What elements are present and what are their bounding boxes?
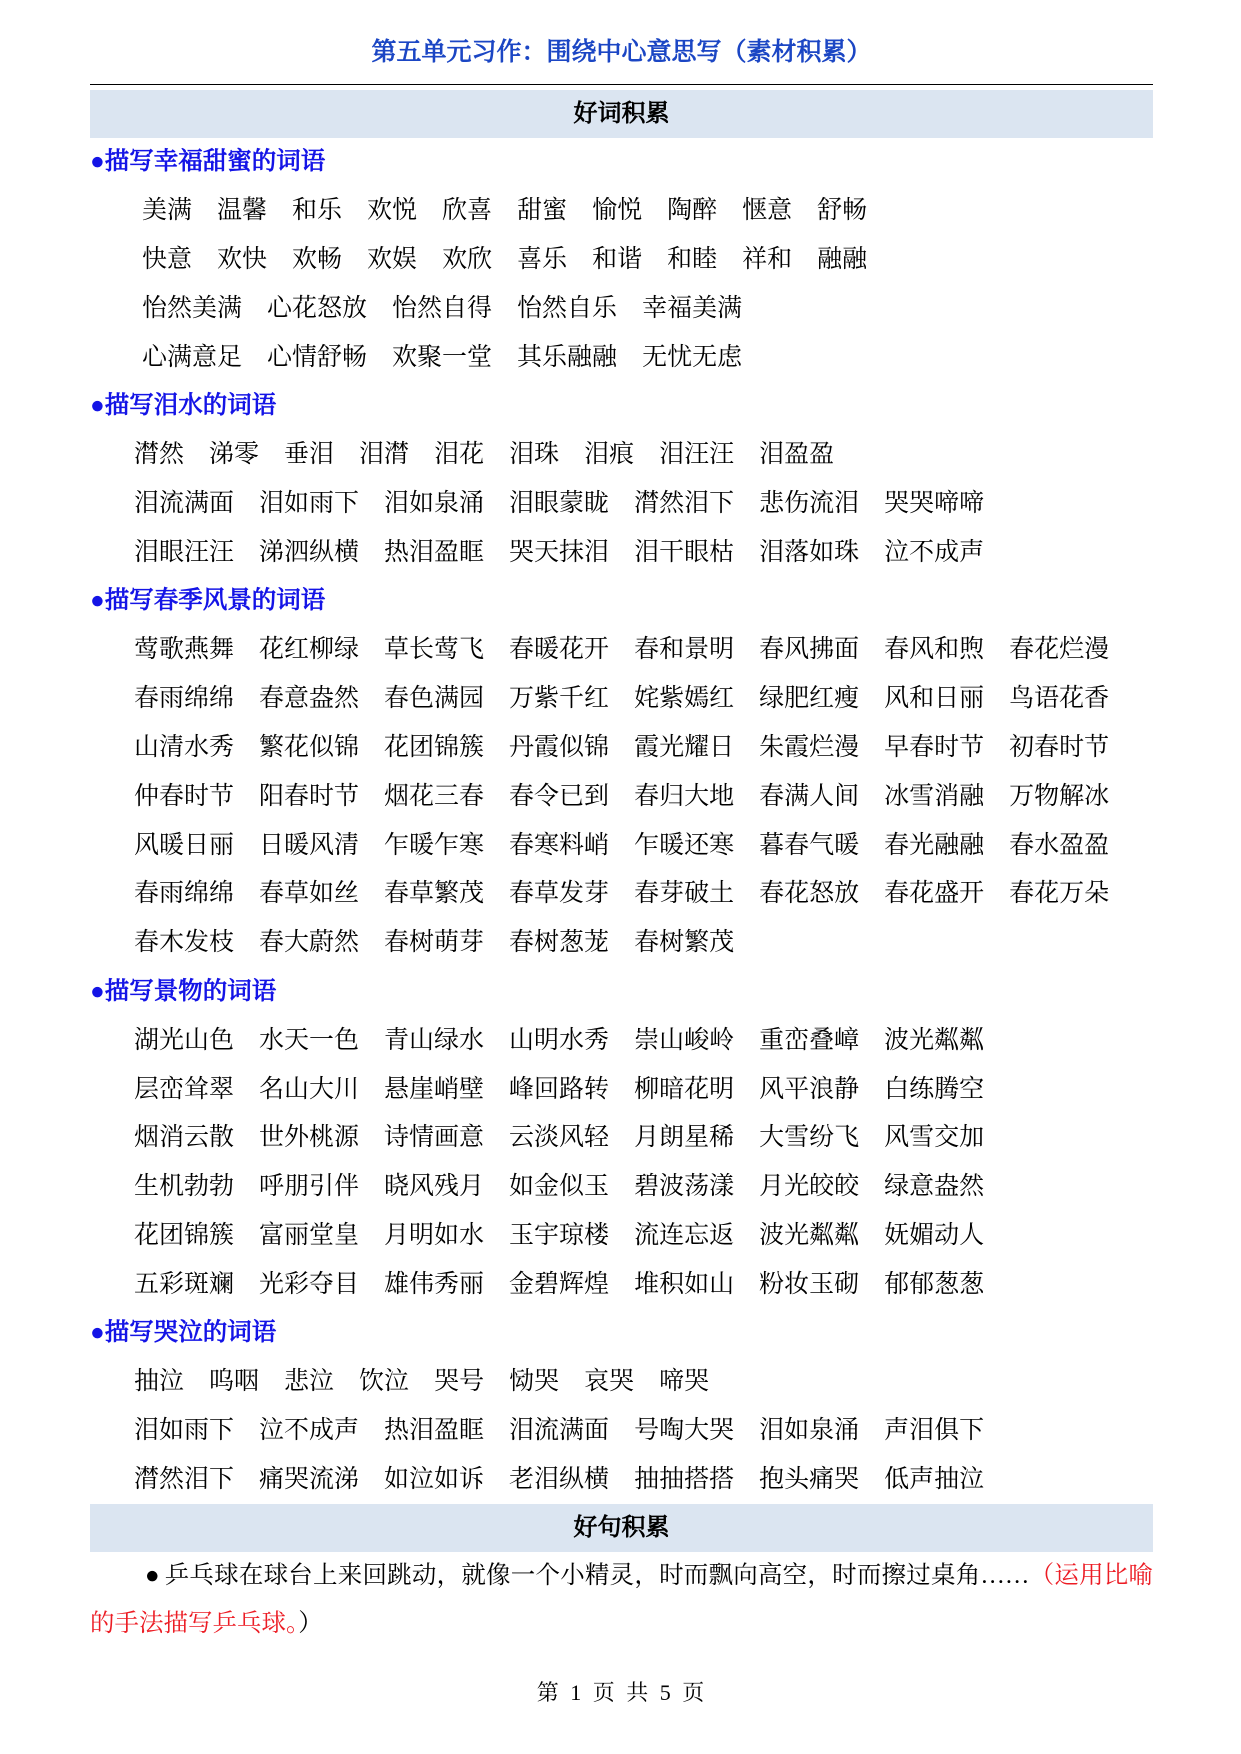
- word: 晓风残月: [384, 1173, 485, 1201]
- word: 日暖风清: [259, 831, 360, 859]
- word: 祥和: [742, 245, 793, 273]
- word: 大雪纷飞: [759, 1124, 860, 1152]
- word: 峰回路转: [509, 1075, 610, 1103]
- word: 山清水秀: [134, 733, 235, 761]
- word: 姹紫嫣红: [634, 685, 735, 713]
- word-row: [90, 1114, 1153, 1163]
- word: 热泪盈眶: [384, 1417, 485, 1445]
- word: 声泪俱下: [884, 1417, 985, 1445]
- word-row: [90, 821, 1153, 870]
- word: 繁花似锦: [259, 733, 360, 761]
- group-heading: ●描写春季风景的词语: [90, 587, 326, 615]
- word: 春树繁茂: [634, 929, 735, 957]
- word: 涕零: [209, 441, 260, 469]
- word: 和乐: [292, 197, 343, 225]
- word: 乍暖还寒: [634, 831, 735, 859]
- word: 心满意足: [142, 343, 243, 371]
- word: 柳暗花明: [634, 1075, 735, 1103]
- word-row: [90, 480, 1153, 529]
- word: 泪汪汪: [659, 441, 735, 469]
- word: 泪潸: [359, 441, 410, 469]
- word: 云淡风轻: [509, 1124, 610, 1152]
- word: 堆积如山: [634, 1270, 735, 1298]
- word-row: [90, 626, 1153, 675]
- word: 春花盛开: [884, 880, 985, 908]
- word-group: [90, 577, 1153, 967]
- word: 垂泪: [284, 441, 335, 469]
- word: 崇山峻岭: [634, 1026, 735, 1054]
- section-title: 好句积累: [573, 1514, 670, 1542]
- word: 泪干眼枯: [634, 538, 735, 566]
- word: 碧波荡漾: [634, 1173, 735, 1201]
- document-content: [90, 90, 1153, 1648]
- word: 泪眼汪汪: [134, 538, 235, 566]
- word: 春木发枝: [134, 929, 235, 957]
- word: 泪如泉涌: [759, 1417, 860, 1445]
- word: 春大蔚然: [259, 929, 360, 957]
- word-group: [90, 1309, 1153, 1504]
- word: 其乐融融: [517, 343, 618, 371]
- word-row: [90, 1456, 1153, 1505]
- word: 美满: [142, 197, 193, 225]
- word: 春水盈盈: [1009, 831, 1110, 859]
- word: 潸然泪下: [134, 1465, 235, 1493]
- word: 悲伤流泪: [759, 489, 860, 517]
- word-row: [90, 1407, 1153, 1456]
- word: 春花烂漫: [1009, 636, 1110, 664]
- group-heading: ●描写泪水的词语: [90, 391, 277, 419]
- word: 心花怒放: [267, 294, 368, 322]
- section-bar-good-words: [90, 90, 1153, 138]
- word: 春满人间: [759, 782, 860, 810]
- word-row: [90, 724, 1153, 773]
- word: 诗情画意: [384, 1124, 485, 1152]
- word: 和睦: [667, 245, 718, 273]
- word: 春归大地: [634, 782, 735, 810]
- word: 泪盈盈: [759, 441, 835, 469]
- sentence-item: [90, 1552, 1153, 1648]
- word: 风雪交加: [884, 1124, 985, 1152]
- word: 怡然自得: [392, 294, 493, 322]
- word: 泪落如珠: [759, 538, 860, 566]
- word: 花团锦簇: [134, 1221, 235, 1249]
- word: 初春时节: [1009, 733, 1110, 761]
- word-row: [90, 870, 1153, 919]
- word: 老泪纵横: [509, 1465, 610, 1493]
- word: 痛哭流涕: [259, 1465, 360, 1493]
- word-row: [90, 431, 1153, 480]
- word: 幸福美满: [642, 294, 743, 322]
- word: 霞光耀日: [634, 733, 735, 761]
- word: 月朗星稀: [634, 1124, 735, 1152]
- word: 风暖日丽: [134, 831, 235, 859]
- word: 欢悦: [367, 197, 418, 225]
- word: 融融: [817, 245, 868, 273]
- word: 万物解冰: [1009, 782, 1110, 810]
- word: 名山大川: [259, 1075, 360, 1103]
- word: 五彩斑斓: [134, 1270, 235, 1298]
- word: 春树萌芽: [384, 929, 485, 957]
- word: 低声抽泣: [884, 1465, 985, 1493]
- document-title: 第五单元习作：围绕中心意思写（素材积累）: [371, 38, 872, 66]
- word: 白练腾空: [884, 1075, 985, 1103]
- word: 哭天抹泪: [509, 538, 610, 566]
- word: 欢娱: [367, 245, 418, 273]
- word: 欢畅: [292, 245, 343, 273]
- word-row: [90, 333, 1153, 382]
- word-row: [90, 236, 1153, 285]
- word-group: [90, 382, 1153, 577]
- word: 春暖花开: [509, 636, 610, 664]
- word: 潸然泪下: [634, 489, 735, 517]
- word: 阳春时节: [259, 782, 360, 810]
- word-groups: [90, 138, 1153, 1504]
- word: 春芽破土: [634, 880, 735, 908]
- word: 啼哭: [659, 1368, 710, 1396]
- word-row: [90, 675, 1153, 724]
- word-row: [90, 919, 1153, 968]
- word: 月明如水: [384, 1221, 485, 1249]
- word: 波光粼粼: [759, 1221, 860, 1249]
- word: 水天一色: [259, 1026, 360, 1054]
- word: 波光粼粼: [884, 1026, 985, 1054]
- group-heading: ●描写哭泣的词语: [90, 1319, 277, 1347]
- word: 富丽堂皇: [259, 1221, 360, 1249]
- word: 春雨绵绵: [134, 880, 235, 908]
- word: 喜乐: [517, 245, 568, 273]
- word: 金碧辉煌: [509, 1270, 610, 1298]
- word: 无忧无虑: [642, 343, 743, 371]
- word-row: [90, 1358, 1153, 1407]
- word-group: [90, 968, 1153, 1310]
- word: 万紫千红: [509, 685, 610, 713]
- word: 乍暖乍寒: [384, 831, 485, 859]
- word: 抽抽搭搭: [634, 1465, 735, 1493]
- word: 春风和煦: [884, 636, 985, 664]
- word-group: [90, 138, 1153, 382]
- word: 风和日丽: [884, 685, 985, 713]
- word: 欢欣: [442, 245, 493, 273]
- word: 哭号: [434, 1368, 485, 1396]
- word-row: [90, 772, 1153, 821]
- word: 悲泣: [284, 1368, 335, 1396]
- word: 花红柳绿: [259, 636, 360, 664]
- word: 泪如雨下: [134, 1417, 235, 1445]
- word: 早春时节: [884, 733, 985, 761]
- word: 泪如雨下: [259, 489, 360, 517]
- word: 暮春气暖: [759, 831, 860, 859]
- word: 抽泣: [134, 1368, 185, 1396]
- bullet-icon: ●: [144, 1562, 160, 1590]
- word: 青山绿水: [384, 1026, 485, 1054]
- word: 温馨: [217, 197, 268, 225]
- word: 绿意盎然: [884, 1173, 985, 1201]
- word: 怡然自乐: [517, 294, 618, 322]
- word: 重峦叠嶂: [759, 1026, 860, 1054]
- word: 花团锦簇: [384, 733, 485, 761]
- word: 陶醉: [667, 197, 718, 225]
- word: 春草如丝: [259, 880, 360, 908]
- word: 泪眼蒙眬: [509, 489, 610, 517]
- word: 生机勃勃: [134, 1173, 235, 1201]
- word: 惬意: [742, 197, 793, 225]
- word: 朱霞烂漫: [759, 733, 860, 761]
- word: 绿肥红瘦: [759, 685, 860, 713]
- word: 玉宇琼楼: [509, 1221, 610, 1249]
- word: 呼朋引伴: [259, 1173, 360, 1201]
- word: 春花万朵: [1009, 880, 1110, 908]
- word: 雄伟秀丽: [384, 1270, 485, 1298]
- word: 泪流满面: [509, 1417, 610, 1445]
- word-row: [90, 284, 1153, 333]
- word: 悬崖峭壁: [384, 1075, 485, 1103]
- word: 春令已到: [509, 782, 610, 810]
- word: 舒畅: [817, 197, 868, 225]
- word: 抱头痛哭: [759, 1465, 860, 1493]
- word: 泪花: [434, 441, 485, 469]
- page-footer: [0, 1676, 1241, 1710]
- group-heading: ●描写幸福甜蜜的词语: [90, 148, 326, 175]
- word: 春和景明: [634, 636, 735, 664]
- word: 号啕大哭: [634, 1417, 735, 1445]
- word: 春草繁茂: [384, 880, 485, 908]
- word: 泣不成声: [884, 538, 985, 566]
- word-row: [90, 1163, 1153, 1212]
- word: 泪如泉涌: [384, 489, 485, 517]
- word-row: [90, 528, 1153, 577]
- sentence-note: （运用比喻的手法描写乒乓球。: [90, 1562, 1154, 1638]
- word: 甜蜜: [517, 197, 568, 225]
- word: 光彩夺目: [259, 1270, 360, 1298]
- section-bar-good-sentences: [90, 1504, 1153, 1552]
- word: 冰雪消融: [884, 782, 985, 810]
- word: 粉妆玉砌: [759, 1270, 860, 1298]
- word: 心情舒畅: [267, 343, 368, 371]
- word: 欢聚一堂: [392, 343, 493, 371]
- word: 涕泗纵横: [259, 538, 360, 566]
- word: 欣喜: [442, 197, 493, 225]
- word-row: [90, 1016, 1153, 1065]
- word: 丹霞似锦: [509, 733, 610, 761]
- word-row: [90, 1212, 1153, 1261]
- word: 和谐: [592, 245, 643, 273]
- word-row: [90, 1065, 1153, 1114]
- word-row: [90, 1260, 1153, 1309]
- word: 春色满园: [384, 685, 485, 713]
- word: 愉悦: [592, 197, 643, 225]
- word: 烟花三春: [384, 782, 485, 810]
- word: 世外桃源: [259, 1124, 360, 1152]
- word-row: [90, 187, 1153, 236]
- word: 春光融融: [884, 831, 985, 859]
- word: 呜咽: [209, 1368, 260, 1396]
- word: 如金似玉: [509, 1173, 610, 1201]
- document-header: [90, 0, 1153, 85]
- word: 春草发芽: [509, 880, 610, 908]
- group-heading: ●描写景物的词语: [90, 977, 277, 1005]
- word: 烟消云散: [134, 1124, 235, 1152]
- word: 泣不成声: [259, 1417, 360, 1445]
- word: 快意: [142, 245, 193, 273]
- word: 春雨绵绵: [134, 685, 235, 713]
- word: 山明水秀: [509, 1026, 610, 1054]
- word: 潸然: [134, 441, 185, 469]
- word: 草长莺飞: [384, 636, 485, 664]
- word: 泪珠: [509, 441, 560, 469]
- word: 湖光山色: [134, 1026, 235, 1054]
- word: 欢快: [217, 245, 268, 273]
- word: 风平浪静: [759, 1075, 860, 1103]
- word: 流连忘返: [634, 1221, 735, 1249]
- sentence-note-close: ）: [298, 1610, 323, 1638]
- sentence-text: 乒乓球在球台上来回跳动，就像一个小精灵，时而飘向高空，时而擦过桌角……: [164, 1562, 1030, 1590]
- word: 鸟语花香: [1009, 685, 1110, 713]
- word: 春寒料峭: [509, 831, 610, 859]
- word: 郁郁葱葱: [884, 1270, 985, 1298]
- page-number-label: 第 1 页 共 5 页: [536, 1680, 705, 1705]
- word: 恸哭: [509, 1368, 560, 1396]
- word: 春意盎然: [259, 685, 360, 713]
- word: 莺歌燕舞: [134, 636, 235, 664]
- word: 妩媚动人: [884, 1221, 985, 1249]
- word: 哭哭啼啼: [884, 489, 985, 517]
- word: 怡然美满: [142, 294, 243, 322]
- word: 仲春时节: [134, 782, 235, 810]
- word: 春花怒放: [759, 880, 860, 908]
- word: 春树葱茏: [509, 929, 610, 957]
- word: 层峦耸翠: [134, 1075, 235, 1103]
- word: 热泪盈眶: [384, 538, 485, 566]
- word: 如泣如诉: [384, 1465, 485, 1493]
- section-title: 好词积累: [573, 100, 670, 127]
- word: 泪流满面: [134, 489, 235, 517]
- word: 哀哭: [584, 1368, 635, 1396]
- word: 泪痕: [584, 441, 635, 469]
- word: 饮泣: [359, 1368, 410, 1396]
- word: 月光皎皎: [759, 1173, 860, 1201]
- word: 春风拂面: [759, 636, 860, 664]
